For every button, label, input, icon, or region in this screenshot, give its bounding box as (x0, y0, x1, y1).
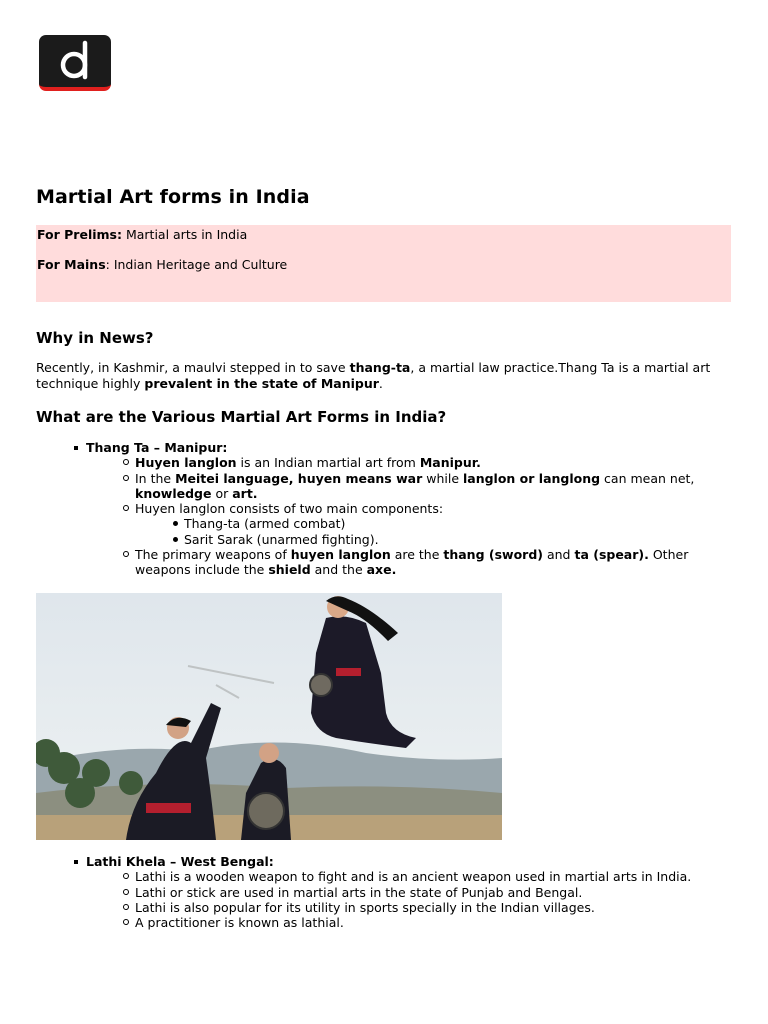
martial-forms-heading: What are the Various Martial Art Forms in India? (36, 408, 447, 426)
bold-term: thang (sword) (443, 547, 543, 563)
bold-term: huyen langlon (290, 547, 391, 563)
exam-relevance-box (36, 225, 731, 302)
page-title: Martial Art forms in India (36, 186, 310, 208)
mains-text: : Indian Heritage and Culture (105, 257, 288, 272)
point-text: In the (135, 470, 176, 486)
point-text: are the (390, 547, 444, 563)
list-item: Sarit Sarak (unarmed fighting). (135, 532, 736, 547)
thang-ta-points (86, 455, 736, 577)
site-logo[interactable] (39, 35, 111, 91)
bold-term: ta (spear). (574, 547, 649, 563)
bold-term: art. (232, 485, 258, 501)
news-text: , a martial law practice.Thang Ta is a martial art technique highly (36, 360, 711, 391)
bold-term: Huyen langlon (135, 455, 237, 471)
mains-label: For Mains (37, 257, 106, 272)
thang-ta-heading: Thang Ta – Manipur: (86, 440, 228, 455)
bold-term: axe. (366, 562, 397, 578)
point-text: can mean net, (600, 470, 695, 486)
thang-ta-list (36, 440, 736, 578)
prelims-line (37, 227, 247, 242)
news-bold: thang-ta (349, 360, 411, 375)
components-list (135, 516, 736, 547)
list-item: Thang-ta (armed combat) (135, 516, 736, 531)
bold-term: knowledge (135, 485, 212, 501)
list-item (36, 854, 736, 930)
list-item (86, 547, 736, 578)
bold-term: shield (268, 562, 311, 578)
point-text: while (422, 470, 463, 486)
list-item: Lathi or stick are used in martial arts in the state of Punjab and Bengal. (86, 885, 736, 900)
lathi-khela-heading: Lathi Khela – West Bengal: (86, 854, 274, 869)
why-in-news-heading: Why in News? (36, 329, 154, 347)
list-item (86, 501, 736, 547)
d-letter-logo-icon (39, 35, 111, 87)
point-text: Huyen langlon consists of two main components: (135, 501, 444, 517)
lathi-points (86, 869, 736, 930)
list-item: Lathi is also popular for its utility in sports specially in the Indian villages. (86, 900, 736, 915)
thang-ta-photo (36, 593, 502, 840)
bold-term: Manipur. (419, 455, 481, 471)
mains-line (37, 257, 287, 272)
point-text: The primary weapons of (135, 547, 291, 563)
news-text: Recently, in Kashmir, a maulvi stepped in to save (36, 360, 350, 375)
list-item (86, 455, 736, 470)
news-text: . (378, 375, 383, 391)
lathi-khela-list (36, 854, 736, 930)
list-item: A practitioner is known as lathial. (86, 915, 736, 930)
prelims-label: For Prelims: (37, 227, 122, 242)
bold-term: langlon or langlong (462, 470, 601, 486)
news-bold: prevalent in the state of Manipur (144, 375, 379, 391)
news-paragraph (36, 360, 736, 391)
point-text: Other weapons include the (135, 547, 689, 578)
prelims-text: Martial arts in India (121, 227, 248, 242)
bold-term: Meitei language, huyen means war (175, 470, 423, 486)
point-text: and the (310, 562, 367, 578)
list-item (86, 471, 736, 502)
point-text: and (543, 547, 575, 563)
point-text: is an Indian martial art from (236, 455, 420, 471)
list-item: Lathi is a wooden weapon to fight and is an ancient weapon used in martial arts in India. (86, 869, 736, 884)
point-text: or (211, 485, 233, 501)
list-item (36, 440, 736, 578)
